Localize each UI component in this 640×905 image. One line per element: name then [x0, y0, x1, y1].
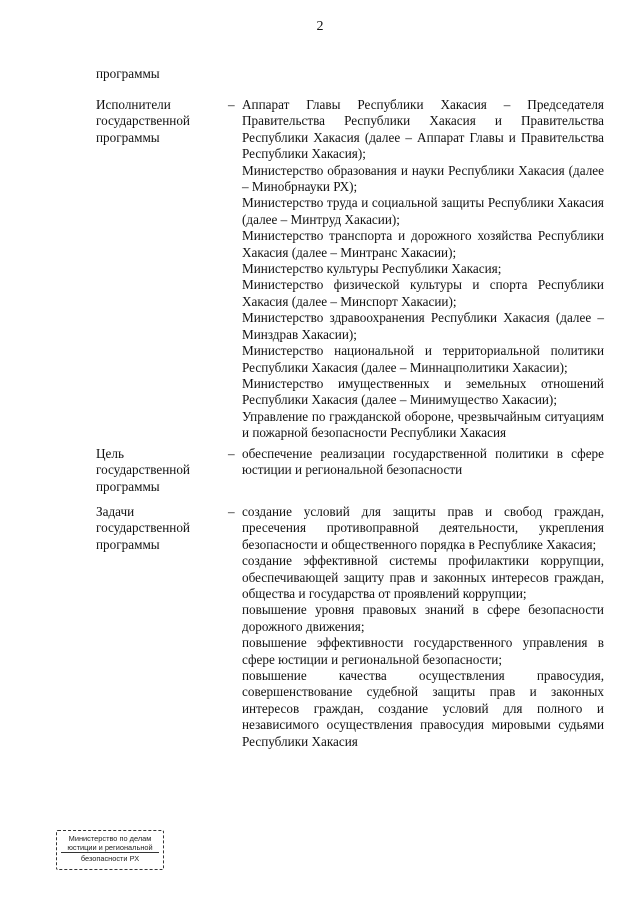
stamp-line: юстиции и региональной	[67, 843, 153, 852]
dash: –	[228, 97, 235, 112]
paragraph: Министерство национальной и территориальной политики Республики Хакасия (далее – Миннацполитики Хакасии);	[242, 343, 604, 375]
paragraph: повышение уровня правовых знаний в сфере безопасности дорожного движения;	[242, 602, 604, 634]
paragraph: создание условий для защиты прав и свобод граждан, пресечения противоправной деятельности, укрепления безопасности и общественного порядка в Республике Хакасия;	[242, 504, 604, 552]
paragraph: повышение эффективности государственного управления в сфере юстиции и региональной безопасности;	[242, 635, 604, 667]
label-line: Цель	[96, 446, 124, 461]
section-executors	[96, 97, 606, 442]
label-line: государственной	[96, 462, 190, 478]
stamp-line: безопасности РХ	[61, 852, 159, 863]
paragraph: Аппарат Главы Республики Хакасия – Председателя Правительства Республики Хакасия и Правительства Республики Хакасия (далее – Аппарат Главы и Правительства Республики Хакасия);	[242, 97, 604, 162]
section-label	[96, 97, 228, 442]
section-label	[96, 446, 228, 495]
label-line: государственной	[96, 113, 190, 129]
label-line: программы	[96, 536, 160, 552]
label-line: государственной	[96, 520, 190, 536]
section-label	[96, 504, 228, 750]
dash: –	[228, 504, 235, 519]
paragraph: Министерство культуры Республики Хакасия;	[242, 261, 502, 277]
continued-label-row	[96, 66, 606, 82]
page-number: 2	[316, 19, 324, 34]
section-content	[242, 97, 604, 442]
paragraph: Министерство физической культуры и спорта Республики Хакасия (далее – Минспорт Хакасии);	[242, 277, 604, 309]
paragraph: Министерство образования и науки Республики Хакасия (далее – Минобрнауки РХ);	[242, 162, 604, 195]
label-line: программы	[96, 129, 160, 145]
section-tasks	[96, 504, 606, 750]
continued-label: программы	[96, 66, 160, 81]
ministry-stamp	[56, 830, 164, 870]
dash: –	[228, 446, 235, 461]
section-content	[242, 446, 604, 495]
paragraph: Министерство имущественных и земельных отношений Республики Хакасия (далее – Минимущество Хакасии);	[242, 375, 604, 408]
paragraph: Министерство транспорта и дорожного хозяйства Республики Хакасия (далее – Минтранс Хакасии);	[242, 228, 604, 260]
paragraph: повышение качества осуществления правосудия, совершенствование судебной защиты прав и законных интересов граждан, создание условий для полного и независимого осуществления правосудия мировыми судьями Республики Хакасия	[242, 668, 604, 749]
label-line: Исполнители	[96, 97, 171, 112]
stamp-line: Министерство по делам	[68, 834, 152, 843]
section-content	[242, 504, 604, 750]
label-line: Задачи	[96, 504, 135, 519]
section-goal	[96, 446, 606, 495]
paragraph: создание эффективной системы профилактики коррупции, обеспечивающей защиту прав и законных интересов граждан, общества и государства от проявлений коррупции;	[242, 553, 604, 602]
paragraph: Министерство здравоохранения Республики Хакасия (далее – Минздрав Хакасии);	[242, 310, 604, 342]
paragraph: обеспечение реализации государственной политики в сфере юстиции и региональной безопасности	[242, 446, 604, 478]
paragraph: Министерство труда и социальной защиты Республики Хакасия (далее – Минтруд Хакасии);	[242, 195, 604, 227]
paragraph: Управление по гражданской обороне, чрезвычайным ситуациям и пожарной безопасности Республики Хакасия	[242, 408, 604, 441]
label-line: программы	[96, 478, 160, 494]
